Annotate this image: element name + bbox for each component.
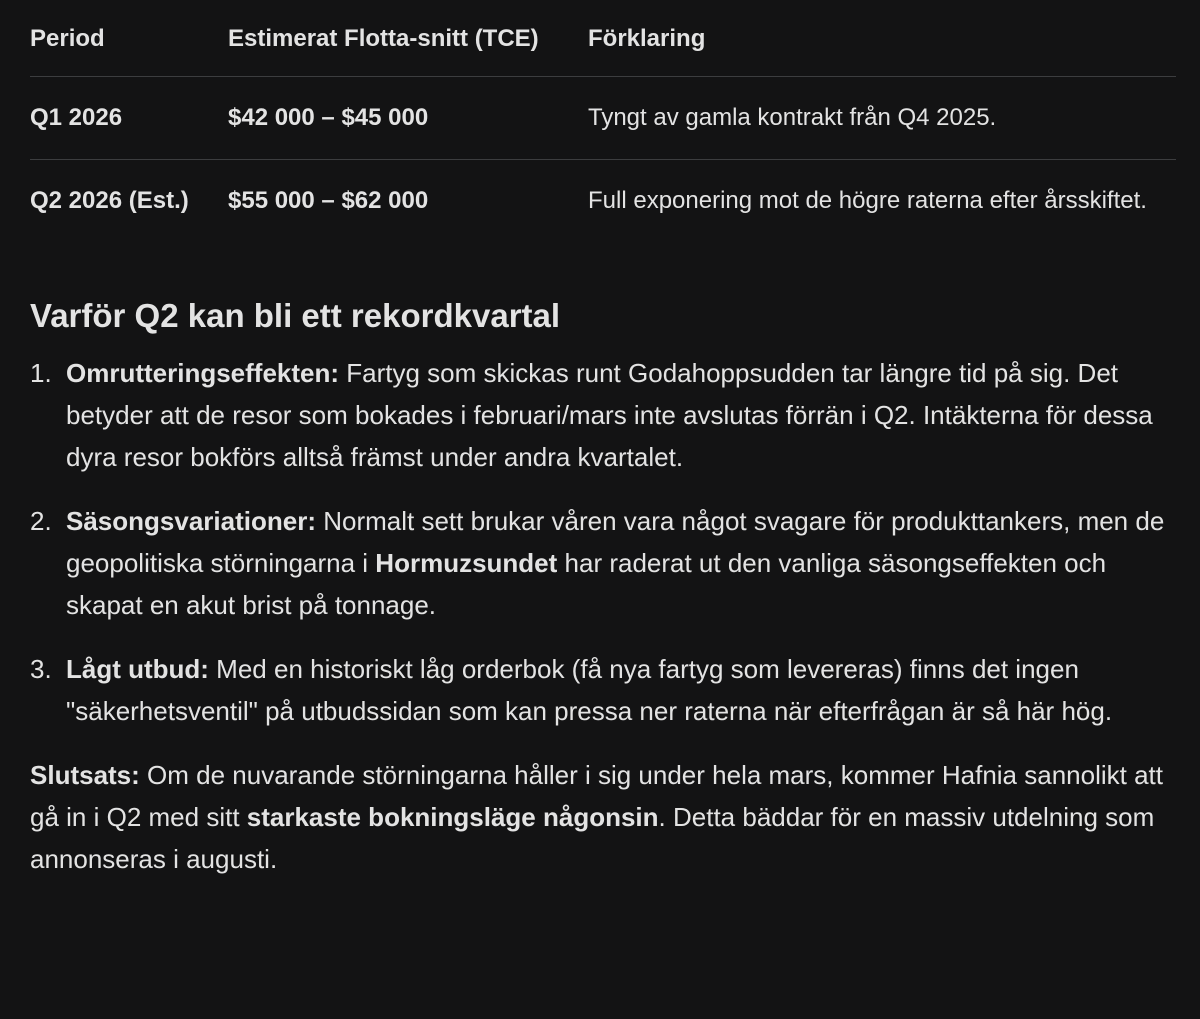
- list-item-text: Med en historiskt låg orderbok (få nya fartyg som levereras) finns det ingen "säkerhetsventil" på utbudssidan som kan pressa ner raterna när efterfrågan är så här hög.: [66, 654, 1113, 726]
- response-content: [30, 0, 1176, 880]
- table-row: [30, 160, 1176, 243]
- conclusion-text: . Detta bäddar för en massiv utdelning som annonseras i augusti.: [30, 802, 1155, 874]
- list-item-title: Lågt utbud:: [66, 654, 209, 684]
- list-item-title: Omrutteringseffekten:: [66, 358, 340, 388]
- column-header-explanation: Förklaring: [588, 0, 1176, 77]
- list-item-number: 1.: [30, 358, 52, 388]
- list-item-number: 3.: [30, 654, 52, 684]
- conclusion-paragraph: [30, 754, 1176, 880]
- conclusion-highlight: starkaste bokningsläge någonsin: [246, 802, 659, 832]
- cell-tce: $55 000 – $62 000: [228, 187, 429, 214]
- cell-period: Q2 2026 (Est.): [30, 187, 189, 214]
- table-row: [30, 77, 1176, 160]
- list-item-number: 2.: [30, 506, 52, 536]
- list-item-highlight: Hormuzsundet: [375, 548, 558, 578]
- list-item-text: har raderat ut den vanliga säsongseffekten och skapat en akut brist på tonnage.: [66, 548, 1107, 620]
- cell-explanation: Full exponering mot de högre raterna efter årsskiftet.: [588, 187, 1147, 214]
- reasons-list: [30, 352, 1176, 732]
- cell-explanation: Tyngt av gamla kontrakt från Q4 2025.: [588, 77, 1176, 160]
- list-item-title: Säsongsvariationer:: [66, 506, 316, 536]
- list-item: [30, 648, 1176, 732]
- list-item-text: Fartyg som skickas runt Godahoppsudden tar längre tid på sig. Det betyder att de resor som bokades i februari/mars inte avslutas förrän i Q2. Intäkterna för dessa dyra resor bokförs alltså främst under andra kvartalet.: [66, 358, 1153, 472]
- column-header-tce: Estimerat Flotta-snitt (TCE): [228, 0, 588, 77]
- cell-tce: $42 000 – $45 000: [228, 77, 588, 160]
- list-item: [30, 352, 1176, 478]
- conclusion-label: Slutsats:: [30, 760, 140, 790]
- column-header-period: Period: [30, 0, 228, 77]
- tce-estimate-table: [30, 0, 1176, 242]
- cell-period: Q1 2026: [30, 77, 228, 160]
- section-heading: Varför Q2 kan bli ett rekordkvartal: [30, 297, 561, 334]
- conclusion-text: Om de nuvarande störningarna håller i sig under hela mars, kommer Hafnia sannolikt att gå in i Q2 med sitt: [30, 760, 1163, 832]
- list-item: [30, 500, 1176, 626]
- list-item-text: Normalt sett brukar våren vara något svagare för produkttankers, men de geopolitiska störningarna i: [66, 506, 1165, 578]
- table-header-row: [30, 0, 1176, 77]
